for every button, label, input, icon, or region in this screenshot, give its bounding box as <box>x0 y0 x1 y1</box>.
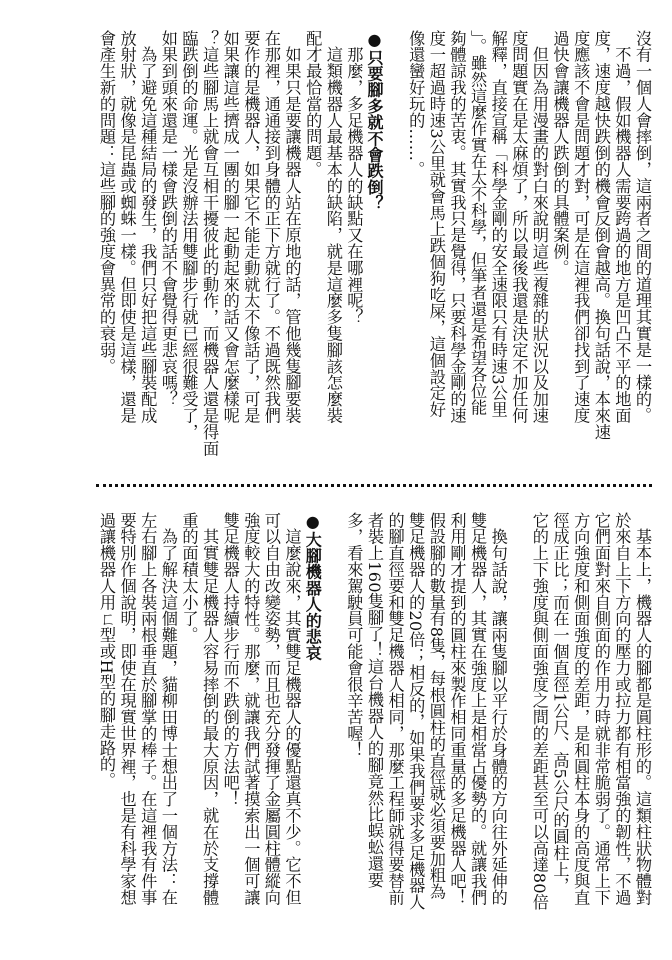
dotted-section-divider <box>96 484 652 487</box>
text-column: 雙足機器人的20倍；相反的，如果我們要求多足機器人 <box>406 512 426 911</box>
text-column: 方向強度和側面強度的差距，是和圓柱本身的高度與直 <box>571 512 591 906</box>
text-column: 像還蠻好玩的……。 <box>406 30 426 178</box>
text-column: 但因為用漫畫的對白來說明這些複雜的狀況以及加速 <box>529 30 549 424</box>
text-column: 徑成正比；而在一個直徑1公尺、高5公尺的圓柱上， <box>550 512 570 894</box>
text-column: 可以自由改變姿勢，而且也充分發揮了金屬圓柱體縱向 <box>261 512 281 906</box>
text-column: 雙足機器人持續步行而不跌倒的方法吧！ <box>220 512 240 808</box>
text-column: 多，看來駕駛員可能會很辛苦喔！ <box>344 512 364 758</box>
text-column: 雙足機器人，其實在強度上是相當占優勢的。就讓我們 <box>468 512 488 906</box>
text-column: 的腳直徑要和雙足機器人相同，那麼工程師就得要替前 <box>385 512 405 906</box>
text-column: 這麼說來，其實雙足機器人的優點還真不少。它不但 <box>282 512 302 906</box>
text-column <box>385 30 405 478</box>
section-heading: ●只要腳多就不會跌倒？ <box>365 30 384 212</box>
text-column: 要特別作個說明，即使在現實世界裡，也是有科學家想 <box>117 512 137 906</box>
text-column: 重的面積太小了。 <box>179 512 199 644</box>
text-column: 基本上，機器人的腳都是圓柱形的。這類柱狀物體對 <box>633 512 652 906</box>
text-column: 它們面對來自側面的作用力時就非常脆弱了。通常上下 <box>591 512 611 906</box>
text-column: 解釋，直接宣稱「科學金剛的安全速限只有時速3公里 <box>488 30 508 418</box>
text-column: 這類機器人最基本的缺陷，就是這麼多隻腳該怎麼裝 <box>323 30 343 424</box>
text-column <box>508 512 528 942</box>
text-column: 度一超過時速3公里就會馬上跌個狗吃屎，這個設定好 <box>426 30 446 418</box>
text-column: 夠體諒我的苦衷。其實我只是覺得，只要科學金剛的速 <box>447 30 467 424</box>
text-column: 左右腳上各裝兩根垂直於腳掌的棒子。在這裡我有件事 <box>138 512 158 906</box>
text-column: ？這些腳馬上就會互相干擾彼此的動作，而機器人還是得面 <box>200 30 220 457</box>
text-column: 放射狀，就像是昆蟲或蜘蛛一樣。但即使是這樣，還是 <box>117 30 137 424</box>
text-column: 於來自上下方向的壓力或拉力都有相當強的韌性，不過 <box>612 512 632 906</box>
text-column: 會產生新的問題：這些腳的強度會異常的衰弱。 <box>97 30 116 375</box>
text-column: 過讓機器人用ㄈ型或H型的腳走路的。 <box>97 512 116 789</box>
text-column: 在那裡，通通接到身體的正下方就行了。不過既然我們 <box>261 30 281 424</box>
text-column: 強度較大的特性。那麼，就讓我們試著摸索出一個可讓 <box>241 512 261 906</box>
text-column <box>323 512 343 942</box>
text-column: 那麼，多足機器人的缺點又在哪裡呢？ <box>344 30 364 326</box>
text-column: 過快會讓機器人跌倒的具體案例。 <box>550 30 570 276</box>
text-column: 要作的是機器人，如果它不能走動就太不像話了，可是 <box>241 30 261 424</box>
text-column: 」。雖然這麼作實在太不科學，但筆者還是希望各位能 <box>468 30 488 416</box>
text-column: 換句話說，讓兩隻腳以平行於身體的方向往外延伸的 <box>488 512 508 906</box>
text-column: 如果到頭來還是一樣會跌倒的話不會覺得更悲哀嗎？ <box>158 30 178 408</box>
upper-text-block <box>96 30 652 478</box>
text-column: 為了避免這種結局的發生，我們只好把這些腳裝配成 <box>138 30 158 424</box>
text-column: 沒有一個人會摔倒，這兩者之間的道理其實是一樣的。 <box>633 30 652 424</box>
text-column: 度，速度越快跌倒的機會反倒會越高。換句話說，本來速 <box>591 30 611 440</box>
text-column: 它的上下強度與側面強度之間的差距甚至可以高達80倍 <box>529 512 549 911</box>
lower-text-block <box>96 512 652 942</box>
text-column: 利用剛才提到的圓柱來製作相同重量的多足機器人吧！ <box>447 512 467 906</box>
text-column: 為了解決這個難題，貓柳田博士想出了一個方法：在 <box>158 512 178 906</box>
text-column: 配才最恰當的問題。 <box>303 30 323 178</box>
text-column: 其實雙足機器人容易摔倒的最大原因，就在於支撐體 <box>200 512 220 906</box>
section-heading: ●大腳機器人的悲哀 <box>303 512 323 661</box>
text-column: 假設腳的數量有8隻，每根圓柱的直徑就必須要加粗為 <box>426 512 446 900</box>
text-column: 度問題實在是太麻煩了，所以最後我還是決定不加任何 <box>509 30 529 424</box>
text-column: 如果只是要讓機器人站在原地的話，管他幾隻腳要裝 <box>282 30 302 424</box>
text-column: 臨跌倒的命運。光是沒辦法用雙腳步行就已經很難受了， <box>179 30 199 440</box>
text-column: 如果讓這些擠成一團的腳一起動起來的話又會怎麼樣呢 <box>220 30 240 424</box>
text-column: 者裝上160隻腳了！這台機器人的腳竟然比蜈蚣還要 <box>365 512 384 888</box>
text-column: 度應該不會是問題才對，可是在這裡我們卻找到了速度 <box>571 30 591 424</box>
text-column: 不過，假如機器人需要跨過的地方是凹凸不平的地面 <box>612 30 632 424</box>
